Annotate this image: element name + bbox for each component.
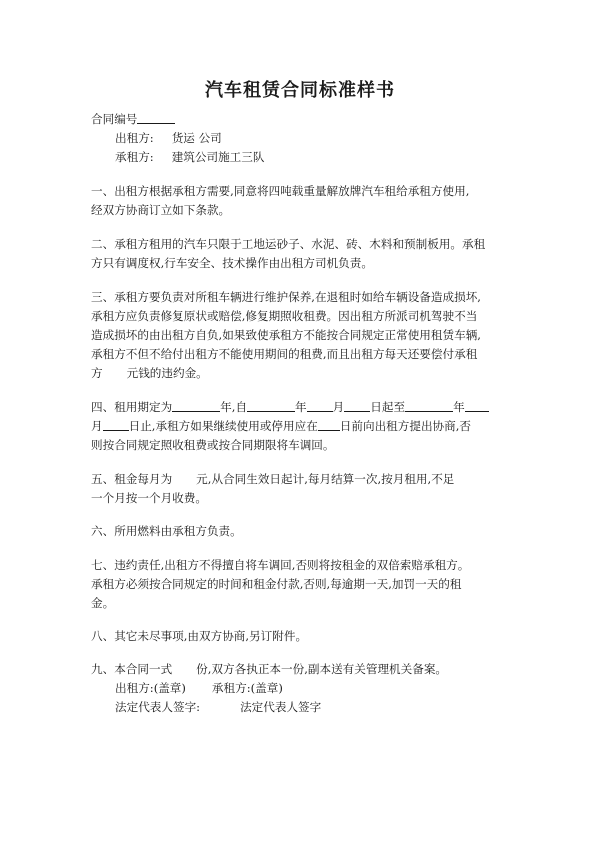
lessee-value: 建筑公司施工三队 — [171, 150, 265, 164]
seal-line — [91, 679, 511, 698]
clause-line — [91, 660, 511, 679]
clause-5 — [91, 470, 511, 508]
clause-line: 则按合同规定照收租费或按合同期限将车调回。 — [91, 438, 335, 452]
contract-number-blank[interactable] — [137, 111, 175, 124]
to-day-blank[interactable] — [103, 418, 129, 431]
clause-2 — [91, 235, 511, 273]
lessee-seal-label: 承租方:(盖章) — [211, 681, 283, 695]
clause-8: 八、其它未尽事项,由双方协商,另订附件。 — [91, 629, 308, 643]
contract-body — [91, 110, 511, 717]
clause-text: 四、租用期定为 — [91, 400, 173, 414]
notice-days-blank[interactable] — [318, 418, 340, 431]
clause-9 — [91, 660, 511, 679]
clause-line: 承租方不但不给付出租方不能使用期间的租费,而且出租方每天还要偿付承租 — [91, 347, 478, 361]
clause-text: 份,双方各执正本一份,副本送有关管理机关备案。 — [196, 662, 448, 676]
clause-1 — [91, 182, 511, 220]
clause-text: 月 — [332, 400, 345, 414]
clause-text: 元,从合同生效日起计,每月结算一次,按月租用,不足 — [196, 472, 455, 486]
from-month-blank[interactable] — [307, 399, 333, 412]
clause-text: 日止,承租方如果继续使用或停用应在 — [128, 419, 318, 433]
from-day-blank[interactable] — [344, 399, 370, 412]
clause-text: 年,自 — [220, 400, 248, 414]
clause-line: 一、出租方根据承租方需要,同意将四吨载重量解放牌汽车租给承租方使用, — [91, 184, 470, 198]
clause-line: 三、承租方要负责对所租车辆进行维护保养,在退租时如给车辆设备造成损坏, — [91, 290, 481, 304]
clause-text: 日前向出租方提出协商,否 — [339, 419, 472, 433]
clause-text: 日起至 — [370, 400, 406, 414]
clause-text: 年 — [295, 400, 307, 414]
lessor-seal-label: 出租方:(盖章) — [115, 681, 186, 695]
clause-6: 六、所用燃料由承租方负责。 — [91, 524, 242, 538]
from-year-blank[interactable] — [247, 399, 295, 412]
representative-line — [91, 698, 511, 717]
lessor-label: 出租方: — [115, 131, 154, 145]
clause-line — [91, 398, 511, 417]
clause-text: 月 — [91, 419, 103, 433]
clause-line: 承租方必须按合同规定的时间和租金付款,否则,每逾期一天,加罚一天的租 — [91, 577, 462, 591]
clause-line: 一个月按一个月收费。 — [91, 491, 207, 505]
lessee-line — [91, 148, 511, 167]
clause-text: 五、租金每月为 — [91, 472, 173, 486]
lessor-line — [91, 129, 511, 148]
lessee-label: 承租方: — [115, 150, 154, 164]
lessor-value: 货运 公司 — [171, 131, 222, 145]
to-month-blank[interactable] — [465, 399, 489, 412]
clause-line: 七、违约责任,出租方不得擅自将车调回,否则将按租金的双倍索赔承租方。 — [91, 558, 470, 572]
lessor-representative-label: 法定代表人签字: — [115, 700, 201, 714]
lessee-representative-label: 法定代表人签字 — [240, 700, 322, 714]
start-year-blank[interactable] — [172, 399, 220, 412]
clause-line: 造成损坏的由出租方自负,如果致使承租方不能按合同规定正常使用租赁车辆, — [91, 328, 481, 342]
clause-line — [91, 417, 511, 436]
clause-line: 金。 — [91, 596, 115, 610]
clause-3 — [91, 288, 511, 383]
clause-text: 元钱的违约金。 — [126, 366, 208, 380]
clause-line: 经双方协商订立如下条款。 — [91, 203, 231, 217]
clause-line: 二、承租方租用的汽车只限于工地运砂子、水泥、砖、木料和预制板用。承租 — [91, 237, 486, 251]
document-title: 汽车租赁合同标准样书 — [205, 80, 395, 101]
clause-text: 年 — [453, 400, 465, 414]
clause-line — [91, 470, 511, 489]
clause-line: 承租方应负责修复原状或赔偿,修复期照收租费。因出租方所派司机驾驶不当 — [91, 309, 478, 323]
clause-7 — [91, 556, 511, 613]
clause-line: 方只有调度权,行车安全、技术操作由出租方司机负责。 — [91, 256, 373, 270]
contract-number-label: 合同编号 — [91, 112, 138, 126]
clause-line — [91, 364, 511, 383]
clause-text: 方 — [91, 366, 103, 380]
contract-number-line — [91, 110, 511, 129]
to-year-blank[interactable] — [405, 399, 453, 412]
clause-text: 九、本合同一式 — [91, 662, 173, 676]
clause-4 — [91, 398, 511, 455]
